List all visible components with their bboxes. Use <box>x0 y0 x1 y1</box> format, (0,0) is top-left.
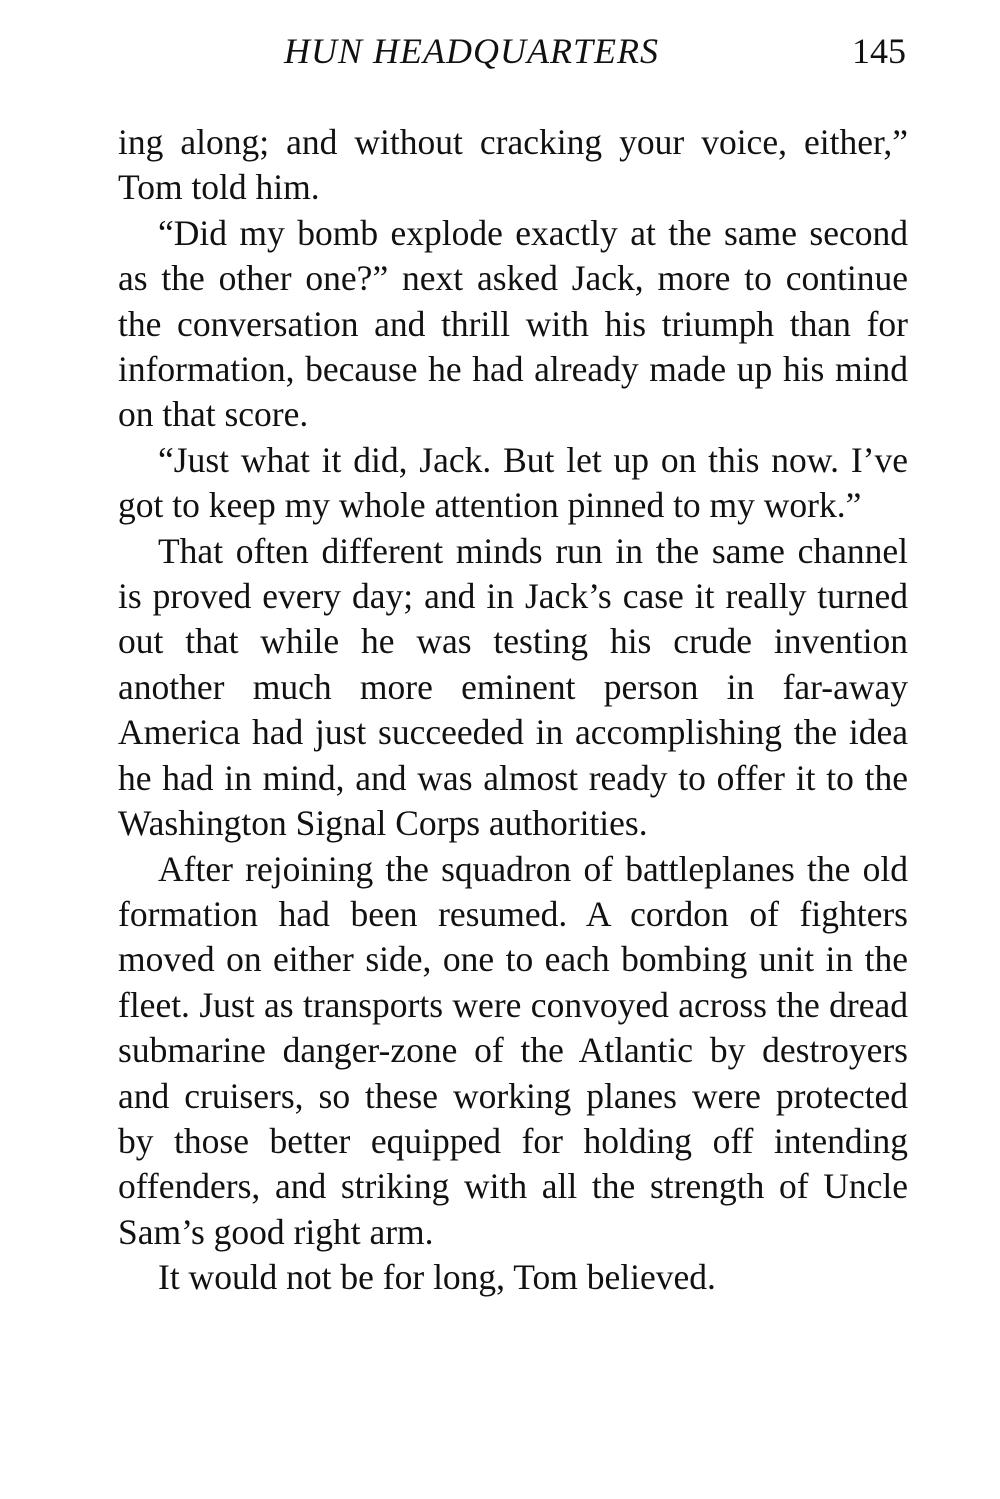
paragraph: “Just what it did, Jack. But let up on this now. I’ve got to keep my whole attention pinned to my work.” <box>118 439 908 526</box>
paragraph-continuation: ing along; and without cracking your voice, either,” Tom told him. <box>118 122 908 208</box>
paragraph: After rejoining the squadron of battleplanes the old formation had been resumed. A cordon of fighters moved on either side, one to each bombing unit in the fleet. Just as transports were convoyed across the dread submarine danger-zone of the Atlantic by destroyers and cruisers, so these working planes were protected by those better equipped for holding off intending offenders, and striking with all the strength of Uncle Sam’s good right arm. <box>118 848 908 1252</box>
paragraph: “Did my bomb explode exactly at the same second as the other one?” next asked Jack, more to continue the conversation and thrill with his triumph than for information, because he had already made up his mind on that score. <box>118 212 908 435</box>
page-number: 145 <box>852 31 906 71</box>
running-head <box>118 26 908 76</box>
paragraph: That often different minds run in the same channel is proved every day; and in Jack’s case it really turned out that while he was testing his crude invention another much more eminent person in far-away America had just succeeded in accomplishing the idea he had in mind, and was almost ready to offer it to the Washington Signal Corps authorities. <box>118 530 908 844</box>
running-title: HUN HEADQUARTERS <box>284 31 659 71</box>
paragraph: It would not be for long, Tom believed. <box>158 1257 716 1298</box>
body-text <box>118 120 908 1301</box>
